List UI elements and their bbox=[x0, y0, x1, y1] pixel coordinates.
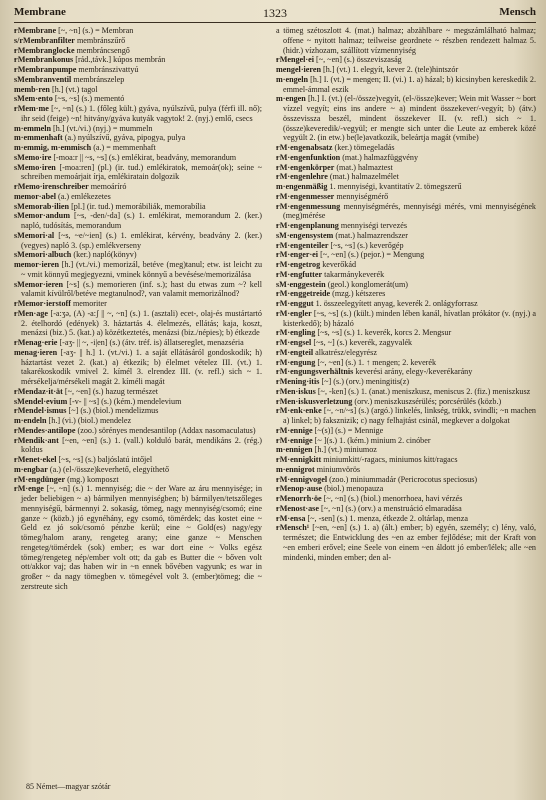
entry-definition: [h.] (vt./vi.) (nyj.) = mummeln bbox=[53, 123, 153, 133]
entry-definition: (geol.) konglomerát(um) bbox=[327, 279, 409, 289]
dictionary-entry bbox=[276, 26, 536, 55]
entry-headword: ғM·engling bbox=[276, 328, 316, 338]
dictionary-entry bbox=[14, 65, 262, 75]
dictionary-entry bbox=[14, 397, 262, 407]
dictionary-entry bbox=[14, 465, 262, 475]
entry-definition: [-aʒ- || h.] 1. (vt./vi.) 1. a saját ellátásáról gondoskodik; h) háztartást vezet 2. (kat.) a) étkezik; b) élelmet vételez III. (vt.) 1. takarékoskodik vmivel 2. kímél 3. elrendez III. (v. refl.) sich ~ 1. mérsékelja/mérsékeli magát 2. kíméli magát bbox=[21, 347, 262, 386]
entry-definition: 1. mennyiségi, kvantitatív 2. tömegszerű bbox=[329, 182, 462, 191]
dictionary-entry bbox=[276, 514, 536, 524]
entry-definition: [~, ~n] (s.) (biol.) menorrhoea, havi vérzés bbox=[323, 494, 463, 503]
entry-definition: [~en, ~en] (s.) 1. (vall.) kolduló barát, mendikáns 2. (rég.) koldus bbox=[21, 435, 262, 455]
dictionary-entry bbox=[14, 280, 262, 300]
dictionary-entry bbox=[14, 182, 262, 192]
entry-headword: ғMemo·irenschreiber bbox=[14, 182, 89, 191]
entry-headword: sMemo·iren bbox=[14, 162, 56, 172]
entry-headword: sMemori·albuch bbox=[14, 250, 72, 260]
dictionary-entry bbox=[276, 94, 536, 143]
left-column bbox=[14, 26, 262, 778]
entry-headword: ғM·engenabsatz bbox=[276, 143, 333, 152]
entry-definition: [~, ~n] (s.) = Membran bbox=[58, 26, 134, 35]
entry-headword: sMendel·evium bbox=[14, 396, 68, 406]
dictionary-entry bbox=[276, 192, 536, 202]
entry-definition: 1. összeelegyített anyag, keverék 2. onlágyforrasz bbox=[315, 299, 478, 308]
entry-headword: ғM·enger·ei bbox=[276, 250, 319, 260]
page-header bbox=[14, 6, 536, 23]
dictionary-entry bbox=[276, 348, 536, 358]
entry-headword: ғM·enggetreide bbox=[276, 289, 331, 299]
entry-definition: [~, ~n] (s.) 1. mennyiség; die ~ der Ware az áru mennyisége; in jeder beliebigen ~ a) bármilyen mennyiségben; b) bármilyen/tetszőleges mennyiségű, bármennyi 2. sokaság, tömeg, nagy mennyiség/csomó; eine ganze ~ (közb.) jó egynéhány, egy csomó, tömérdek; das kostet eine ~ Geld ez jó sok/csomó pénzbe kerül; eine ~ Gold(es) nagy/egy tömeg/halom arany, rengeteg arany; eine ganze ~ Menschen rengeteg/tömérdek (sok) ember; es war dort eine ~ Volks egész tömeg/rengeteg nép/ember volt ott; da gab es Butter die ~ bőven volt ott/akkor vaj; das haben wir in ~n ennek bővében vagyunk; es war in großer ~ da nagy tömegben v. tömegével volt 3. (ember)tömeg; die ~ zerstreute sich bbox=[21, 484, 262, 591]
dictionary-entry bbox=[14, 153, 262, 163]
dictionary-entry bbox=[276, 465, 536, 475]
entry-headword: ғMembrane bbox=[14, 26, 57, 35]
entry-headword: ғM·ensa bbox=[276, 513, 306, 523]
entry-headword: ғM·engenfunktion bbox=[276, 152, 341, 162]
dictionary-entry bbox=[276, 328, 536, 338]
dictionary-entry bbox=[14, 85, 262, 95]
entry-definition: (orv.) meniszkuszsérülés; porcsérülés (közb.) bbox=[354, 396, 502, 406]
entry-definition: (a.) nyúlszívű, gyáva, pipogya, pulya bbox=[64, 133, 186, 143]
entry-headword: ғMenop·ause bbox=[276, 484, 323, 494]
entry-headword: m·emmenhaft bbox=[14, 133, 63, 143]
entry-headword: memb·ren bbox=[14, 84, 50, 94]
entry-headword: ғMendaz·it·ät bbox=[14, 386, 63, 396]
entry-definition: keverőkád bbox=[322, 260, 357, 269]
entry-headword: ғM·ennigkitt bbox=[276, 455, 322, 464]
entry-definition: [~, ~en] (s.) 1. ↑ mengen; 2. keverék bbox=[317, 357, 437, 367]
entry-definition: [~s, ~s] (s.) mementó bbox=[54, 94, 125, 104]
entry-definition: membránszivattyú bbox=[78, 65, 139, 74]
dictionary-entry bbox=[14, 231, 262, 251]
entry-definition: (zoo.) sörényes mendesantilop (Addax nasomaculatus) bbox=[77, 425, 256, 435]
entry-definition: miniumkitt/-ragacs, miniumos kitt/ragacs bbox=[323, 455, 458, 464]
dictionary-entry bbox=[14, 75, 262, 85]
entry-definition: [~, -sen] (s.) 1. menza, étkezde 2. oltárlap, menza bbox=[307, 513, 468, 523]
dictionary-entry bbox=[14, 309, 262, 338]
dictionary-entry bbox=[276, 436, 536, 446]
entry-definition: (mzg.) kétszeres bbox=[332, 289, 386, 299]
entry-headword: ғM·engenteiler bbox=[276, 240, 329, 250]
entry-definition: (mat.) halmazfüggvény bbox=[342, 152, 419, 162]
dictionary-entry bbox=[276, 182, 536, 192]
page-footer: 85 Német—magyar szótár bbox=[26, 782, 111, 791]
dictionary-entry bbox=[276, 202, 536, 222]
entry-headword: ғM·engung bbox=[276, 357, 316, 367]
entry-headword: ғM·engler bbox=[276, 308, 312, 318]
entry-definition: [~ ](s.) 1. (kém.) minium 2. cinóber bbox=[314, 435, 431, 445]
dictionary-entry bbox=[14, 406, 262, 416]
entry-headword: ғMem·me bbox=[14, 104, 49, 113]
entry-headword: ғM·enggut bbox=[276, 299, 314, 308]
entry-definition: membráncsengő bbox=[76, 45, 130, 55]
entry-definition: (a.) emlékezetes bbox=[58, 191, 111, 201]
entry-headword: ғM·ennige bbox=[276, 435, 313, 445]
dictionary-entry bbox=[14, 416, 262, 426]
entry-headword: memor·ieren bbox=[14, 260, 59, 269]
dictionary-entry bbox=[14, 260, 262, 280]
entry-headword: ғMen·iskusverletzung bbox=[276, 396, 353, 406]
entry-headword: ғMembranpumpe bbox=[14, 65, 77, 74]
dictionary-entry bbox=[276, 406, 536, 426]
dictionary-entry bbox=[14, 348, 262, 387]
entry-definition: [~(s)] (s.) = Mennige bbox=[314, 425, 384, 435]
entry-definition: [~s] (s.) memorieren (inf. s.); hast du etwas zum ~? kell valamit kívülről/betéve megtanulnod?, van valamit memorizálnod? bbox=[21, 279, 262, 299]
entry-definition: memoriter bbox=[72, 299, 107, 308]
dictionary-entry bbox=[14, 143, 262, 153]
entry-headword: ғM·engetrog bbox=[276, 260, 321, 269]
entry-headword: sM·engensystem bbox=[276, 230, 334, 240]
entry-headword: ғM·engenkörper bbox=[276, 162, 335, 172]
dictionary-entry bbox=[276, 504, 536, 514]
entry-headword: m·ennigen bbox=[276, 445, 313, 455]
entry-headword: m·endeln bbox=[14, 416, 47, 425]
entry-headword: ғMenag·erie bbox=[14, 338, 58, 347]
dictionary-entry bbox=[14, 426, 262, 436]
dictionary-entry bbox=[276, 172, 536, 182]
dictionary-entry bbox=[276, 55, 536, 65]
dictionary-entry bbox=[14, 36, 262, 46]
entry-headword: ғM·enge bbox=[14, 484, 44, 494]
entry-headword: ғMen·age bbox=[14, 308, 48, 318]
entry-definition: miniumvörös bbox=[316, 464, 361, 474]
entry-headword: m·engbar bbox=[14, 464, 48, 474]
entry-definition: [~, ~en] (s.) összeviszaság bbox=[316, 55, 402, 65]
dictionary-entry bbox=[14, 163, 262, 183]
entry-definition: [-moa:r || ~s, ~s] (s.) emlékirat, beadvány, memorandum bbox=[53, 152, 237, 162]
dictionary-entry bbox=[276, 280, 536, 290]
entry-definition: takarmánykeverék bbox=[324, 269, 385, 279]
entry-definition: mennyiségmérő bbox=[336, 191, 389, 201]
entry-headword: sMemor·ieren bbox=[14, 279, 64, 289]
entry-headword: sM·enggestein bbox=[276, 279, 326, 289]
dictionary-entry bbox=[14, 455, 262, 465]
entry-headword: m·ennigrot bbox=[276, 464, 315, 474]
dictionary-entry bbox=[14, 133, 262, 143]
entry-definition: [~] (s.) (orv.) meningitis(z) bbox=[321, 377, 410, 386]
dictionary-entry bbox=[276, 153, 536, 163]
entry-definition: (ker.) tömegeladás bbox=[334, 143, 395, 152]
entry-headword: ғMen·iskus bbox=[276, 386, 316, 396]
entry-definition: [h.] (vt.) 1. elegyít, kever 2. (tele)hintszór bbox=[323, 65, 459, 74]
dictionary-entry bbox=[276, 338, 536, 348]
entry-definition: (mat.) halmazrendszer bbox=[335, 230, 408, 240]
entry-definition: [~s, ~e/~ien] (s.) 1. emlékirat, kérvény, beadvány 2. (ker.) (vegyes) napló 3. (sp.) emlékverseny bbox=[21, 230, 262, 250]
dictionary-entry bbox=[276, 163, 536, 173]
entry-headword: ғM·engsel bbox=[276, 338, 312, 347]
dictionary-entry bbox=[276, 75, 536, 95]
dictionary-entry bbox=[276, 358, 536, 368]
dictionary-entry bbox=[14, 338, 262, 348]
dictionary-entry bbox=[276, 299, 536, 309]
entry-definition: [~, ~n/~s] (s.) (argó.) linkelés, linkség, trükk, svindli; ~n machen a) linkel; b) faksznizik; c) nagy felhajtást csinál, megkever a dolgokat bbox=[283, 406, 536, 425]
entry-headword: ғM·engungsverhältnis bbox=[276, 367, 354, 377]
entry-headword: ғMenet·ekel bbox=[14, 455, 57, 464]
dictionary-entry bbox=[276, 494, 536, 504]
entry-definition: [~, -ken] (s.) 1. (anat.) meniszkusz, meniscus 2. (fiz.) meniszkusz bbox=[317, 386, 531, 396]
entry-definition: [-aʒ- || ~, -i|en] (s.) (átv. tréf. is) állatsereglet, menazséria bbox=[59, 338, 244, 347]
entry-definition: [~, ~en] (s.) (pejor.) = Mengung bbox=[320, 250, 425, 260]
dictionary-entry bbox=[14, 26, 262, 36]
dictionary-entry bbox=[276, 445, 536, 455]
entry-headword: ғMengel·ei bbox=[276, 55, 314, 65]
dictionary-entry bbox=[276, 455, 536, 465]
entry-headword: ғM·ennige bbox=[276, 425, 313, 435]
entry-headword: m·emmeln bbox=[14, 123, 52, 133]
entry-headword: ғMendel·ismus bbox=[14, 406, 67, 416]
dictionary-entry bbox=[276, 260, 536, 270]
dictionary-entry bbox=[276, 523, 536, 562]
dictionary-entry bbox=[14, 192, 262, 202]
dictionary-entry bbox=[14, 475, 262, 485]
dictionary-entry bbox=[14, 436, 262, 456]
entry-headword: ғMembrankonus bbox=[14, 55, 74, 65]
entry-definition: [pl.] (ir. tud.) memorábiliák, memorabília bbox=[71, 201, 206, 211]
entry-headword: sMemo·ire bbox=[14, 152, 52, 162]
entry-headword: menag·ieren bbox=[14, 347, 58, 357]
entry-headword: ғM·engdünger bbox=[14, 474, 66, 484]
entry-definition: [h.] I. (vt.) = mengen; II. (vi.) 1. a) házal; b) kicsinyben kereskedik 2. emmel-ámmal eszik bbox=[283, 74, 536, 94]
entry-headword: ғM·engenmesser bbox=[276, 191, 335, 201]
entry-definition: membránszelep bbox=[73, 74, 125, 84]
entry-headword: ғMenorrh·öe bbox=[276, 494, 322, 503]
entry-headword: m·engenmäßig bbox=[276, 182, 328, 191]
entry-definition: (mat.) halmaztest bbox=[336, 162, 393, 172]
entry-headword: s/rMembranfilter bbox=[14, 35, 75, 45]
entry-definition: [h.] (vt./vi.) memorizál, betéve (meg)tanul; etw. ist leicht zu ~ vmit könnyű megjegyezni, vminek könnyű a bevésése/memorizálása bbox=[21, 260, 262, 279]
dictionary-entry bbox=[276, 387, 536, 397]
dictionary-entry bbox=[276, 231, 536, 241]
dictionary-entry bbox=[276, 475, 536, 485]
dictionary-entry bbox=[276, 397, 536, 407]
entry-headword: sMembranventil bbox=[14, 74, 72, 84]
entry-definition: (a.) = memmenhaft bbox=[93, 143, 156, 152]
entry-definition: [h.] I. (vt.) (el-/össze)vegyít, (el-/össze)kever; Wein mit Wasser ~ bort vízzel vegyít; eins ins andere ~ a) mindent összekever/-vegyít; b) (átv.) összevissza beszél, mindent összekever II. (v. refl.) sich ~ 1. (össze)keveredik/-vegyül; er mengte sich unter die Leute az emberek közé vegyült 2. (in etw.) be(le)avatkozik, beleártja magát (vmibe) bbox=[283, 94, 536, 143]
dictionary-entry bbox=[276, 250, 536, 260]
entry-definition: [-moa:ren] (pl.) (ir. tud.) emlékiratok, memoár(ok); seine ~ schreiben memoárjait írja, emlékiratain dolgozik bbox=[21, 162, 262, 182]
entry-definition: (ker.) napló(könyv) bbox=[73, 250, 137, 260]
entry-definition: mennyiségi tervezés bbox=[340, 221, 407, 230]
dictionary-entry bbox=[276, 289, 536, 299]
entry-definition: [~s, ~s] (s.) baljóslatú intőjel bbox=[58, 455, 153, 464]
entry-definition: (zoo.) miniummadár (Pericrocotus speciosus) bbox=[329, 474, 478, 484]
entry-definition: [~s, ~s] (s.) 1. keverék, korcs 2. Mengsur bbox=[317, 328, 452, 338]
entry-definition: [~en, ~en] (s.) 1. a) (ált.) ember; b) egyén, személy; c) lény, való, természet; die Entwicklung des ~en az ember fejlődése; mit der Kraft von ~en emberi erővel; eine Seele von einem ~en áldott jó ember/lélek; alle ~en mindenki, minden ember; den al- bbox=[283, 523, 536, 562]
entry-headword: ғM·engenmessung bbox=[276, 201, 341, 211]
dictionary-entry bbox=[14, 387, 262, 397]
dictionary-entry bbox=[276, 367, 536, 377]
entry-definition: [rád.,távk.] kúpos membrán bbox=[75, 55, 166, 65]
dictionary-entry bbox=[14, 484, 262, 591]
dictionary-entry bbox=[14, 202, 262, 212]
entry-definition: [-a:ʒə, (A) -a:ʃ || ~, ~n] (s.) 1. (asztali) ecet-, olaj-és mustártartó 2. ételhordó (edények) 3. háztartás 4. élelmezés, ellátás; kaja, koszt, menázsi (biz.) 5. (kat.) a) közétkeztetés, menázsi (biz./népies); b) étkezde bbox=[21, 308, 262, 338]
entry-headword: sMemor·andum bbox=[14, 211, 70, 221]
entry-headword: m·emmig, m·emmisch bbox=[14, 143, 92, 152]
entry-definition: (mg.) komposzt bbox=[67, 474, 119, 484]
entry-definition: [~] (s.) (biol.) mendelizmus bbox=[68, 406, 159, 416]
entry-headword: ғMendes·antilope bbox=[14, 425, 76, 435]
entry-headword: ғMenost·ase bbox=[276, 503, 319, 513]
entry-definition: mennyiségmérés, mennyiségi mérés, vmi mennyiségének (meg)mérése bbox=[283, 201, 536, 221]
entry-definition: membránszűrő bbox=[76, 35, 126, 45]
entry-definition: [-v- || ~s] (s.) (kém.) mendelevium bbox=[69, 396, 182, 406]
entry-definition: [~s, ~] (s.) keverék, zagyvalék bbox=[313, 338, 413, 347]
header-left-guideword: Membrane bbox=[14, 6, 66, 18]
entry-definition: [~s, -den/-da] (s.) 1. emlékirat, memorandum 2. (ker.) napló, tudósítás, memorandum bbox=[21, 211, 262, 230]
entry-headword: sMemorab·ilien bbox=[14, 201, 70, 211]
dictionary-entry bbox=[14, 299, 262, 309]
dictionary-entry bbox=[14, 124, 262, 134]
dictionary-entry bbox=[276, 241, 536, 251]
entry-headword: ғM·engenplanung bbox=[276, 221, 339, 230]
dictionary-entry bbox=[14, 94, 262, 104]
entry-headword: sMem·ento bbox=[14, 94, 53, 104]
entry-headword: memor·abel bbox=[14, 191, 56, 201]
dictionary-entry bbox=[276, 270, 536, 280]
entry-definition: (mat.) halmazelmélet bbox=[329, 172, 399, 182]
entry-definition: (biol.) menopauza bbox=[324, 484, 384, 494]
dictionary-entry bbox=[14, 250, 262, 260]
entry-definition: [~, ~en] (s.) hazug természet bbox=[64, 386, 159, 396]
entry-headword: mengel·ieren bbox=[276, 65, 321, 74]
entry-definition: keverési arány, elegy-/keverékarány bbox=[355, 367, 473, 377]
entry-headword: m·engen bbox=[276, 94, 306, 104]
page-number: 1323 bbox=[263, 6, 287, 20]
entry-definition: [h.] (vt.) miniumoz bbox=[314, 445, 377, 455]
entry-headword: ғMensch¹ bbox=[276, 523, 310, 533]
entry-headword: ғMemor·ierstoff bbox=[14, 299, 71, 308]
dictionary-entry bbox=[276, 377, 536, 387]
entry-headword: ғM·engenlehre bbox=[276, 172, 328, 182]
entry-headword: ғM·enk·enke bbox=[276, 406, 322, 416]
header-right-guideword: Mensch bbox=[499, 6, 536, 18]
entry-headword: ғM·ennigvogel bbox=[276, 474, 328, 484]
dictionary-entry bbox=[276, 221, 536, 231]
entry-definition: [~s, ~s] (s.) keverőgép bbox=[330, 240, 404, 250]
entry-definition: alkatrész/elegyrész bbox=[315, 347, 377, 357]
entry-definition: (a.) (el-/össze)keverhető, elegyíthető bbox=[49, 464, 170, 474]
dictionary-entry bbox=[276, 143, 536, 153]
entry-definition: a tömeg szétoszlott 4. (mat.) halmaz; abzählbare ~ megszámlálható halmaz; offene ~ nyitott halmaz; teilweise geordnete ~ részben rendezett halmaz 5. (hidr.) vízhozam, szállított vízmennyiség bbox=[276, 26, 536, 55]
dictionary-entry bbox=[14, 46, 262, 56]
entry-headword: sMemori·al bbox=[14, 230, 55, 240]
entry-headword: ғMendik·ant bbox=[14, 435, 59, 445]
dictionary-entry bbox=[14, 104, 262, 124]
entry-headword: ғM·engteil bbox=[276, 347, 314, 357]
right-column bbox=[276, 26, 536, 778]
entry-definition: [~, ~n] (s.) (orv.) a menstruáció elmaradása bbox=[321, 503, 462, 513]
entry-definition: [h.] (vi.) (biol.) mendelez bbox=[48, 416, 132, 425]
entry-definition: memoáríró bbox=[90, 182, 127, 191]
entry-headword: ғMening·itis bbox=[276, 377, 320, 386]
entry-headword: m·engeln bbox=[276, 74, 309, 84]
dictionary-entry bbox=[276, 309, 536, 329]
dictionary-entry bbox=[14, 55, 262, 65]
entry-headword: ғM·engfutter bbox=[276, 269, 323, 279]
dictionary-entry bbox=[276, 65, 536, 75]
entry-headword: ғMembranglocke bbox=[14, 45, 75, 55]
entry-definition: [~s, ~s] (s.) (kült.) minden lében kanál, hívatlan prókátor (v. (nyj.) a kisterkedő); b) házaló bbox=[283, 308, 536, 328]
entry-definition: [h.] (vt.) tagol bbox=[52, 84, 98, 94]
dictionary-entry bbox=[276, 426, 536, 436]
dictionary-entry bbox=[14, 211, 262, 231]
dictionary-entry bbox=[276, 484, 536, 494]
entry-definition: [~, ~n] (s.) 1. (főleg kült.) gyáva, nyúlszívű, pulya (férfi ill. nő); ihr seid (feige) ~n! hitvány/gyáva kutyák vagytok! 2. (nyj.) emlő, csecs bbox=[21, 104, 262, 123]
